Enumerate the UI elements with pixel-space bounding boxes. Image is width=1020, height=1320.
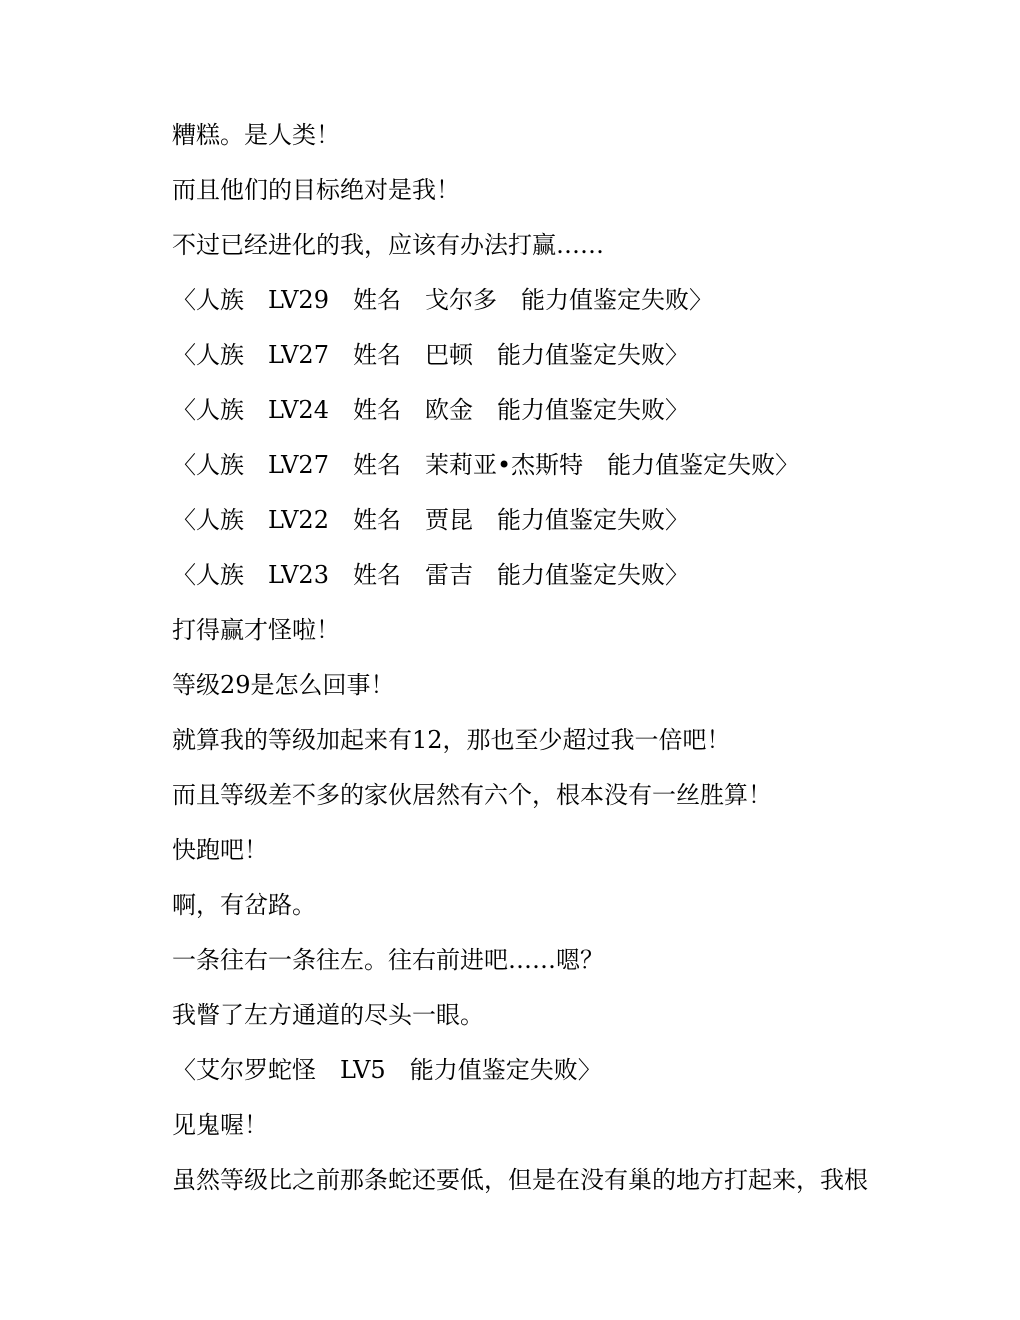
body-text	[172, 112, 932, 1212]
text-line: 一条往右一条往左。往右前进吧……嗯？	[172, 946, 604, 974]
status-line: 〈人族 LV23 姓名 雷吉 能力值鉴定失败〉	[172, 561, 689, 589]
text-line: 快跑吧！	[172, 836, 268, 864]
text-line: 等级29是怎么回事！	[172, 671, 395, 699]
status-line: 〈人族 LV22 姓名 贾昆 能力值鉴定失败〉	[172, 506, 689, 534]
status-line: 〈人族 LV27 姓名 茉莉亚•杰斯特 能力值鉴定失败〉	[172, 451, 800, 479]
status-line: 〈艾尔罗蛇怪 LV5 能力值鉴定失败〉	[172, 1056, 602, 1084]
text-line: 糟糕。是人类！	[172, 121, 340, 149]
status-line: 〈人族 LV24 姓名 欧金 能力值鉴定失败〉	[172, 396, 689, 424]
text-line: 见鬼喔！	[172, 1111, 268, 1139]
text-line: 不过已经进化的我，应该有办法打赢……	[172, 231, 604, 259]
status-line: 〈人族 LV27 姓名 巴顿 能力值鉴定失败〉	[172, 341, 689, 369]
text-line: 啊，有岔路。	[172, 891, 316, 919]
text-line: 虽然等级比之前那条蛇还要低，但是在没有巢的地方打起来，我根	[172, 1166, 868, 1194]
text-line: 我瞥了左方通道的尽头一眼。	[172, 1001, 484, 1029]
text-line: 就算我的等级加起来有12，那也至少超过我一倍吧！	[172, 726, 731, 754]
text-line: 而且等级差不多的家伙居然有六个，根本没有一丝胜算！	[172, 781, 772, 809]
text-line: 而且他们的目标绝对是我！	[172, 176, 460, 204]
text-line: 打得赢才怪啦！	[172, 616, 340, 644]
status-line: 〈人族 LV29 姓名 戈尔多 能力值鉴定失败〉	[172, 286, 713, 314]
